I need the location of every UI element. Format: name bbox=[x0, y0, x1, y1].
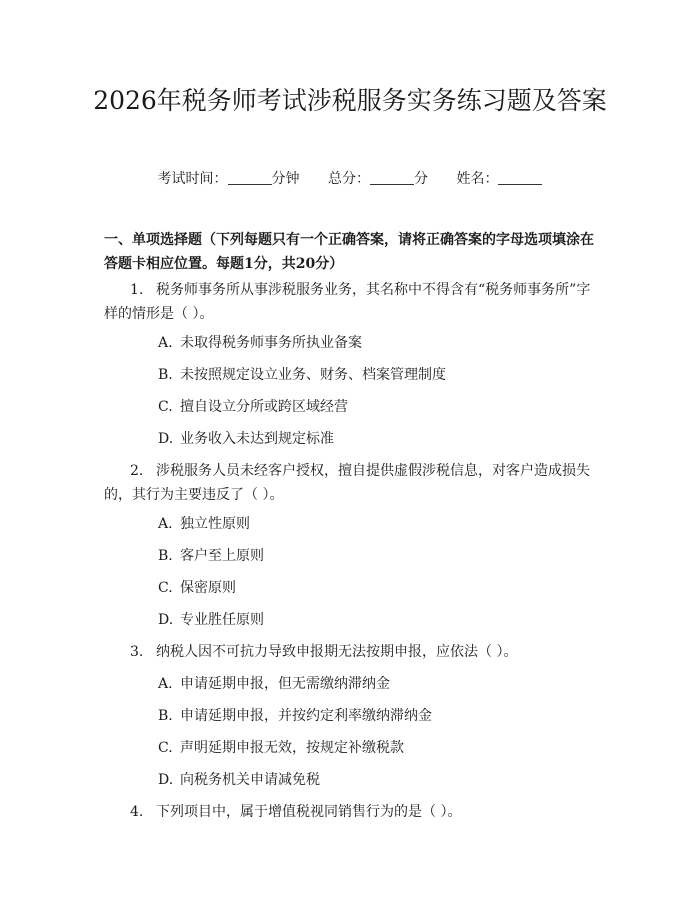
option-letter: C. bbox=[158, 740, 173, 756]
option-text: 未按照规定设立业务、财务、档案管理制度 bbox=[180, 367, 446, 383]
option-letter: B. bbox=[158, 548, 173, 564]
option-letter: A. bbox=[158, 676, 173, 692]
question-text: 税务师事务所从事涉税服务业务，其名称中不得含有“税务师事务所”字样的情形是（ ）。 bbox=[104, 282, 591, 322]
option-text: 申请延期申报，但无需缴纳滞纳金 bbox=[180, 676, 390, 692]
option-text: 独立性原则 bbox=[180, 516, 250, 532]
question-2-option-d bbox=[158, 608, 264, 632]
total-score bbox=[328, 168, 428, 188]
question-number: 4. bbox=[130, 804, 144, 820]
option-letter: B. bbox=[158, 367, 173, 383]
question-2-option-b bbox=[158, 544, 264, 568]
question-4 bbox=[104, 800, 600, 824]
exam-time-blank bbox=[228, 170, 272, 185]
question-1 bbox=[104, 278, 600, 326]
question-3-option-c bbox=[158, 736, 404, 760]
question-1-option-c bbox=[158, 395, 348, 419]
student-name-blank bbox=[498, 170, 542, 185]
question-1-option-a bbox=[158, 331, 362, 355]
option-text: 擅自设立分所或跨区域经营 bbox=[180, 399, 348, 415]
option-letter: D. bbox=[158, 612, 174, 628]
option-letter: D. bbox=[158, 431, 174, 447]
option-letter: C. bbox=[158, 580, 173, 596]
question-number: 1. bbox=[130, 282, 144, 298]
option-letter: A. bbox=[158, 516, 173, 532]
student-name bbox=[456, 168, 542, 188]
option-letter: A. bbox=[158, 335, 173, 351]
document-title: 2026年税务师考试涉税服务实务练习题及答案 bbox=[93, 86, 607, 115]
section-heading: 一、单项选择题（下列每题只有一个正确答案，请将正确答案的字母选项填涂在答题卡相应位置。每题1分，共20分） bbox=[104, 232, 594, 272]
question-text: 涉税服务人员未经客户授权，擅自提供虚假涉税信息，对客户造成损失的，其行为主要违反了（ ）。 bbox=[104, 463, 590, 503]
question-2-option-a bbox=[158, 512, 250, 536]
option-text: 专业胜任原则 bbox=[180, 612, 264, 628]
total-score-unit: 分 bbox=[414, 171, 428, 187]
exam-time-label: 考试时间： bbox=[157, 171, 228, 187]
question-3-option-d bbox=[158, 768, 320, 792]
option-letter: B. bbox=[158, 708, 173, 724]
option-letter: D. bbox=[158, 772, 174, 788]
student-name-label: 姓名： bbox=[456, 171, 499, 187]
option-text: 客户至上原则 bbox=[180, 548, 264, 564]
question-text: 纳税人因不可抗力导致申报期无法按期申报，应依法（ ）。 bbox=[156, 644, 518, 660]
option-text: 向税务机关申请减免税 bbox=[180, 772, 320, 788]
exam-time bbox=[158, 168, 300, 188]
question-number: 3. bbox=[130, 644, 144, 660]
question-3-option-b bbox=[158, 704, 432, 728]
option-text: 业务收入未达到规定标准 bbox=[180, 431, 334, 447]
option-text: 申请延期申报，并按约定利率缴纳滞纳金 bbox=[180, 708, 432, 724]
question-3 bbox=[104, 640, 600, 664]
question-3-option-a bbox=[158, 672, 390, 696]
option-text: 声明延期申报无效，按规定补缴税款 bbox=[180, 740, 404, 756]
question-text: 下列项目中，属于增值税视同销售行为的是（ ）。 bbox=[156, 804, 462, 820]
question-1-option-b bbox=[158, 363, 446, 387]
total-score-label: 总分： bbox=[328, 171, 370, 187]
option-text: 保密原则 bbox=[180, 580, 236, 596]
exam-time-unit: 分钟 bbox=[271, 171, 300, 187]
option-letter: C. bbox=[158, 399, 173, 415]
question-number: 2. bbox=[130, 463, 144, 479]
question-2 bbox=[104, 459, 600, 507]
question-1-option-d bbox=[158, 427, 334, 451]
total-score-blank bbox=[370, 170, 414, 185]
exam-meta bbox=[0, 168, 700, 188]
option-text: 未取得税务师事务所执业备案 bbox=[180, 335, 362, 351]
question-2-option-c bbox=[158, 576, 236, 600]
